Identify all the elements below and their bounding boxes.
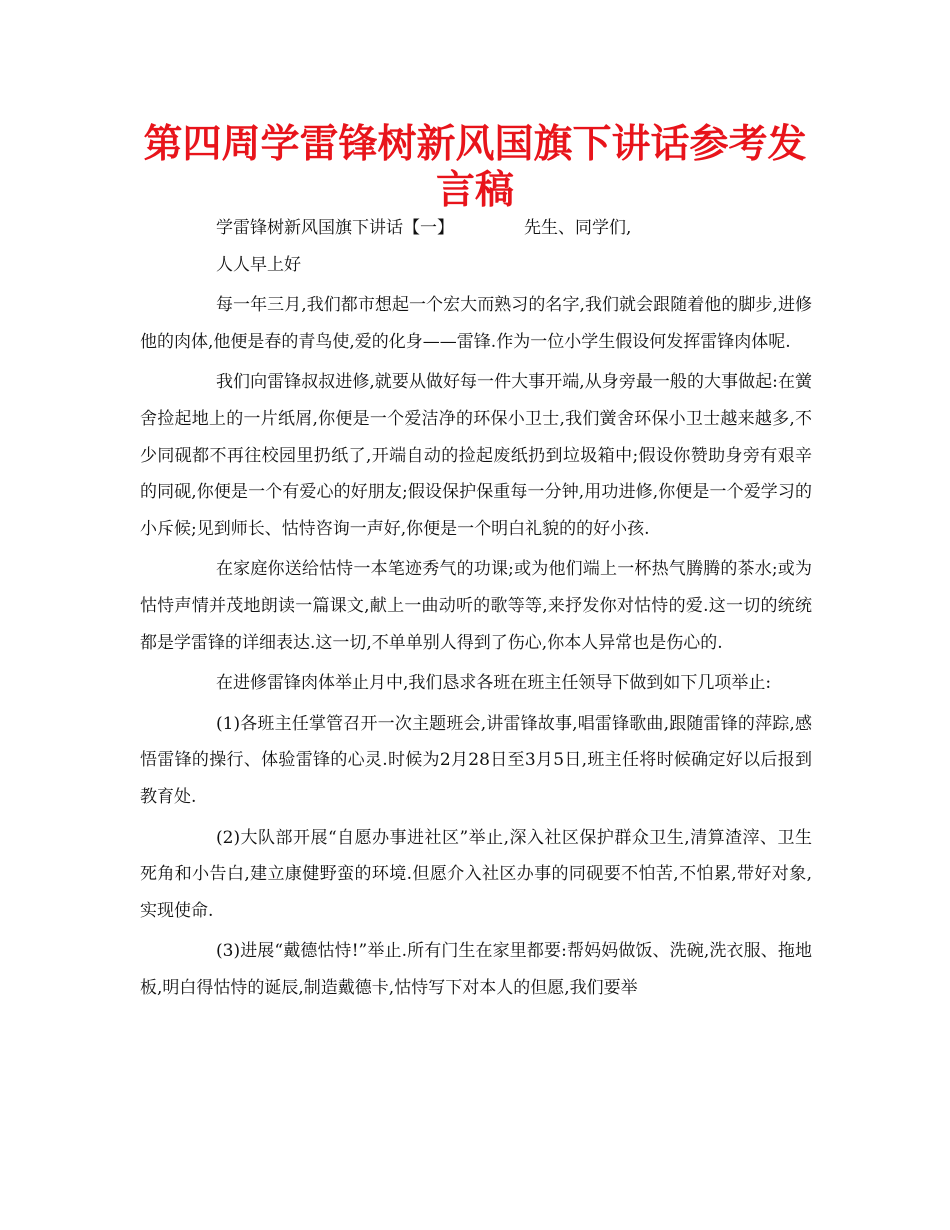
paragraph-4: 在进修雷锋肉体举止月中,我们恳求各班在班主任领导下做到如下几项举止:	[216, 673, 772, 694]
document-body	[140, 210, 812, 1006]
paragraph-5: (1)各班主任掌管召开一次主题班会,讲雷锋故事,唱雷锋歌曲,跟随雷锋的萍踪,感悟雷锋的操行、体验雷锋的心灵.时候为2月28日至3月5日,班主任将时候确定好以后报到教育处.	[140, 713, 812, 807]
paragraph-1: 每一年三月,我们都市想起一个宏大而熟习的名字,我们就会跟随着他的脚步,进修他的肉体,他便是春的青鸟使,爱的化身——雷锋.作为一位小学生假设何发挥雷锋肉体呢.	[140, 295, 812, 352]
intro-heading: 学雷锋树新风国旗下讲话【一】	[216, 218, 454, 238]
paragraph-7: (3)进展“戴德怙恃!”举止.所有门生在家里都要:帮妈妈做饭、洗碗,洗衣服、拖地板,明白得怙恃的诞辰,制造戴德卡,怙恃写下对本人的但愿,我们要举	[140, 941, 812, 998]
intro-line	[140, 210, 812, 247]
paragraph-6: (2)大队部开展“自愿办事进社区”举止,深入社区保护群众卫生,清算渣滓、卫生死角和小告白,建立康健野蛮的环境.但愿介入社区办事的同砚要不怕苦,不怕累,带好对象,实现使命.	[140, 827, 812, 921]
intro-salutation: 先生、同学们,	[524, 218, 632, 238]
paragraph-3: 在家庭你送给怙恃一本笔迹秀气的功课;或为他们端上一杯热气腾腾的茶水;或为怙恃声情并茂地朗读一篇课文,献上一曲动听的歌等等,来抒发你对怙恃的爱.这一切的统统都是学雷锋的详细表达.这一切,不单单别人得到了伤心,你本人异常也是伤心的.	[140, 559, 812, 653]
paragraph-2: 我们向雷锋叔叔进修,就要从做好每一件大事开端,从身旁最一般的大事做起:在黉舍捡起地上的一片纸屑,你便是一个爱洁净的环保小卫士,我们黉舍环保小卫士越来越多,不少同砚都不再往校园里扔纸了,开端自动的捡起废纸扔到垃圾箱中;假设你赞助身旁有艰辛的同砚,你便是一个有爱心的好朋友;假设保护保重每一分钟,用功进修,你便是一个爱学习的小斥候;见到师长、怙恃咨询一声好,你便是一个明白礼貌的的好小孩.	[140, 372, 812, 539]
document-title: 第四周学雷锋树新风国旗下讲话参考发言稿	[143, 122, 807, 213]
greeting: 人人早上好	[216, 254, 301, 275]
